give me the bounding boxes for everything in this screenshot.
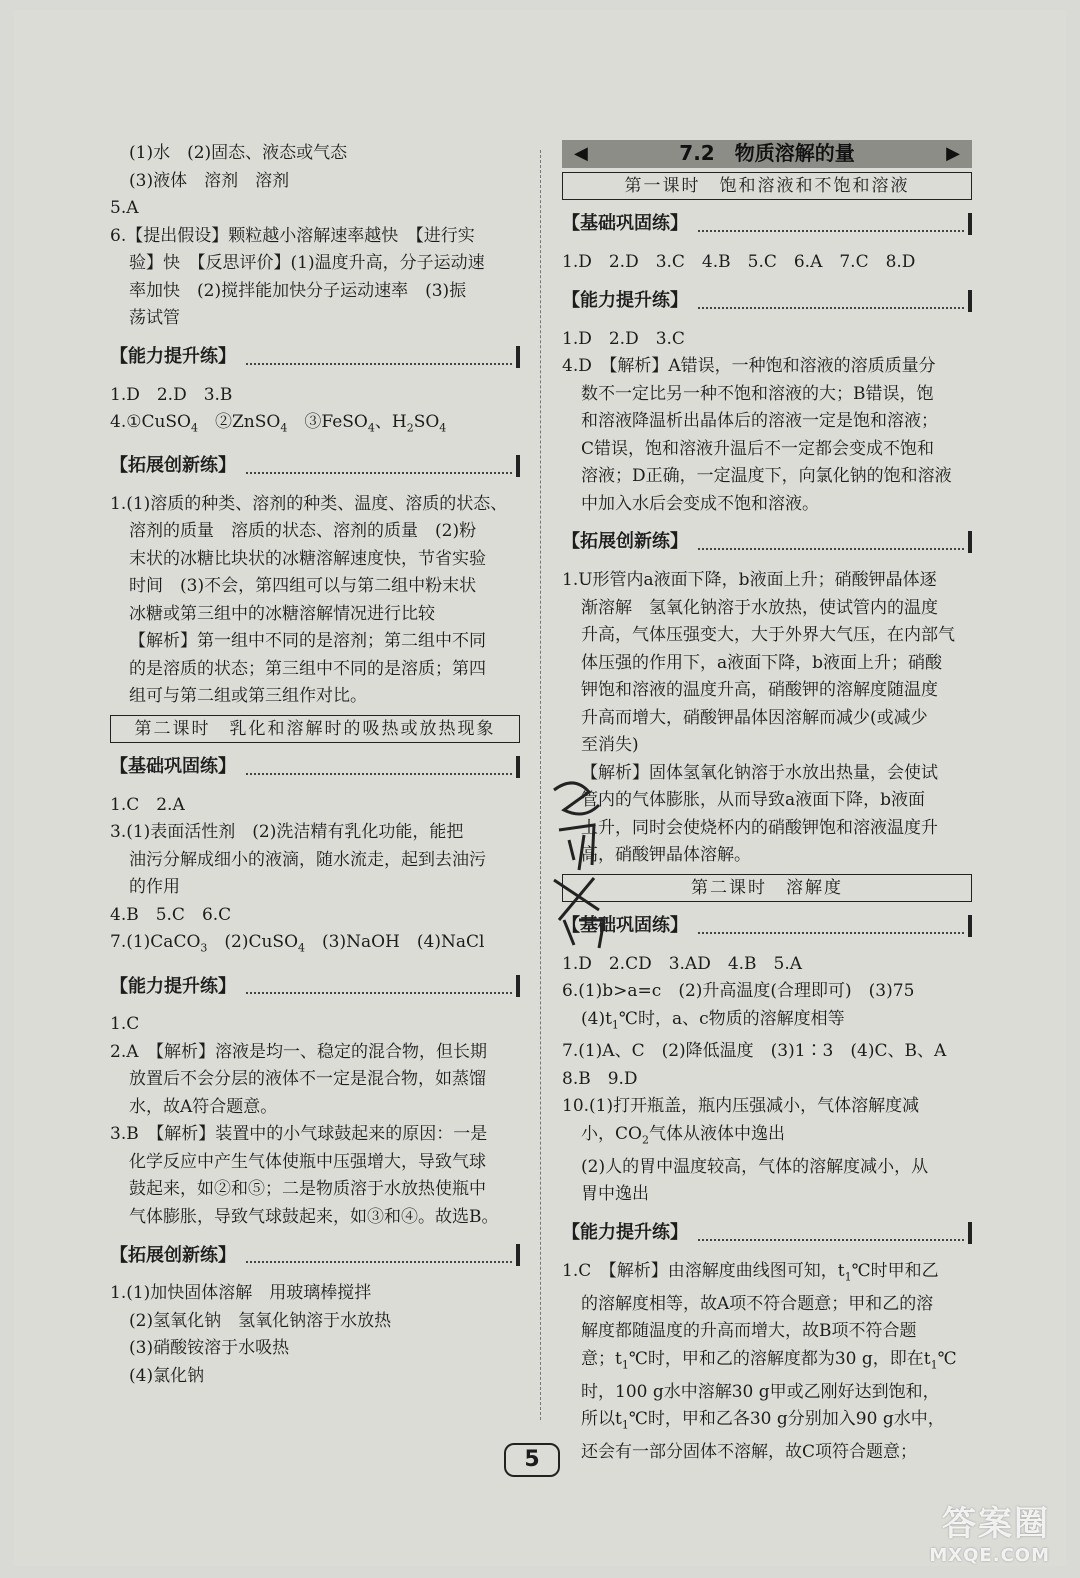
text-run: 4.①CuSO xyxy=(110,412,191,432)
subscript: 3 xyxy=(200,941,208,955)
text-line: (3)液体 溶剂 溶剂 xyxy=(129,170,290,191)
subscript: 1 xyxy=(844,1270,852,1284)
text-line xyxy=(562,1121,972,1154)
header-end-bar xyxy=(968,915,972,937)
text-line: (3)硝酸铵溶于水吸热 xyxy=(129,1338,290,1359)
text-line: (4)氯化钠 xyxy=(129,1365,205,1386)
text-line xyxy=(110,409,520,442)
section-header xyxy=(562,527,972,557)
text-line: 还会有一部分固体不溶解，故C项符合题意； xyxy=(581,1441,918,1462)
text-line: 组可与第二组或第三组作对比。 xyxy=(129,686,367,707)
section-banner xyxy=(562,140,972,168)
text-line: 1.D 2.D 3.B xyxy=(110,384,233,405)
text-line: 3.B 【解析】装置中的小气球鼓起来的原因：一是 xyxy=(110,1124,488,1145)
text-run: 意；t xyxy=(581,1348,622,1369)
subscript: 4 xyxy=(439,421,447,435)
text-run: SO xyxy=(413,412,440,432)
text-line: 的作用 xyxy=(129,877,180,898)
text-line: 率加快 (2)搅拌能加快分子运动速率 (3)振 xyxy=(129,280,467,301)
text-line: 8.B 9.D xyxy=(562,1068,638,1089)
text-line: (1)水 (2)固态、液态或气态 xyxy=(129,143,348,163)
text-line xyxy=(110,929,520,962)
text-line: 解度都随温度的升高而增大，故B项不符合题 xyxy=(581,1321,917,1342)
text-run: (4)t xyxy=(581,1008,612,1029)
section-header-label: 【能力提升练】 xyxy=(562,289,688,311)
text-line: 时，100 g水中溶解30 g甲或乙刚好达到饱和， xyxy=(581,1381,940,1402)
section-header-label: 【能力提升练】 xyxy=(562,1222,688,1244)
subscript: 1 xyxy=(621,1358,629,1372)
page xyxy=(14,10,1066,1566)
section-header xyxy=(110,971,520,1001)
text-run: ℃时，甲和乙的溶解度都为30 g，即在t xyxy=(628,1348,931,1369)
left-column xyxy=(110,140,520,1390)
header-end-bar xyxy=(516,346,520,368)
text-line: 油污分解成细小的液滴，随水流走，起到去油污 xyxy=(129,849,486,870)
text-line: 放置后不会分层的液体不一定是混合物，如蒸馏 xyxy=(129,1069,486,1090)
section-header-label: 【拓展创新练】 xyxy=(562,531,688,553)
text-line: 4.D 【解析】A错误，一种饱和溶液的溶质质量分 xyxy=(562,356,936,376)
text-line: 1.C xyxy=(110,1014,140,1035)
text-line: 6.【提出假设】颗粒越小溶解速率越快 【进行实 xyxy=(110,225,475,246)
text-line: 1.(1)加快固体溶解 用玻璃棒搅拌 xyxy=(110,1283,372,1304)
text-run: 气体从液体中逸出 xyxy=(648,1123,785,1144)
section-header xyxy=(110,342,520,372)
text-run: ③FeSO xyxy=(287,412,368,432)
text-line: 管内的气体膨胀，从而导致a液面下降，b液面 xyxy=(581,790,926,810)
text-line: 鼓起来，如②和⑤；二是物质溶于水放热使瓶中 xyxy=(129,1179,486,1200)
text-line: 4.B 5.C 6.C xyxy=(110,904,232,925)
header-end-bar xyxy=(516,975,520,997)
text-line: 升高而增大，硝酸钾晶体因溶解而减少(或减少 xyxy=(581,707,928,728)
lesson-title: 第二课时 乳化和溶解时的吸热或放热现象 xyxy=(110,715,520,743)
dotted-leader xyxy=(698,216,964,232)
section-header-label: 【能力提升练】 xyxy=(110,345,236,367)
text-line: 升高，气体压强变大，大于外界大气压，在内部气 xyxy=(581,625,955,645)
text-line: 化学反应中产生气体使瓶中压强增大，导致气球 xyxy=(129,1151,486,1172)
text-run: ②ZnSO xyxy=(198,412,281,432)
text-line: 溶液；D正确，一定温度下，向氯化钠的饱和溶液 xyxy=(581,466,952,486)
lesson-title: 第二课时 溶解度 xyxy=(562,874,972,902)
text-line: 1.C 2.A xyxy=(110,794,185,815)
text-line: 【解析】第一组中不同的是溶剂；第二组中不同 xyxy=(129,631,486,652)
text-line: 末状的冰糖比块状的冰糖溶解速度快，节省实验 xyxy=(129,548,486,569)
text-line: 气体膨胀，导致气球鼓起来，如③和④。故选B。 xyxy=(129,1206,499,1227)
text-line: 和溶液降温析出晶体后的溶液一定是饱和溶液； xyxy=(581,411,938,431)
text-run: 、H xyxy=(374,412,407,432)
section-header-label: 【基础巩固练】 xyxy=(562,213,688,235)
watermark-logo: 答案圈 xyxy=(942,1504,1050,1544)
text-line: 的是溶质的状态；第三组中不同的是溶质；第四 xyxy=(129,658,486,679)
text-line: 荡试管 xyxy=(129,308,180,328)
watermark-url: MXQE.COM xyxy=(929,1545,1050,1566)
header-end-bar xyxy=(968,1222,972,1244)
text-line: 水，故A符合题意。 xyxy=(129,1096,278,1117)
dotted-leader xyxy=(246,759,512,775)
section-header-label: 【基础巩固练】 xyxy=(110,756,236,778)
text-run: ℃时，a、c物质的溶解度相等 xyxy=(618,1008,845,1029)
section-header-label: 【拓展创新练】 xyxy=(110,455,236,477)
text-line xyxy=(562,1346,972,1379)
subscript: 2 xyxy=(641,1133,649,1147)
text-run: (2)CuSO xyxy=(207,932,299,953)
text-run: 小，CO xyxy=(581,1123,642,1144)
text-line: 钾饱和溶液的温度升高，硝酸钾的溶解度随温度 xyxy=(581,680,938,700)
subscript: 1 xyxy=(621,1418,629,1432)
section-header-label: 【拓展创新练】 xyxy=(110,1244,236,1266)
section-header xyxy=(562,286,972,316)
header-end-bar xyxy=(968,531,972,553)
header-end-bar xyxy=(968,290,972,312)
text-line xyxy=(562,1006,972,1039)
text-line: 6.(1)b>a=c (2)升高温度(合理即可) (3)75 xyxy=(562,981,915,1001)
section-header xyxy=(562,209,972,239)
section-header-label: 【基础巩固练】 xyxy=(562,914,688,936)
text-line: C错误，饱和溶液升温后不一定都会变成不饱和 xyxy=(581,438,935,459)
lesson-title: 第一课时 饱和溶液和不饱和溶液 xyxy=(562,172,972,200)
text-line: 1.D 2.D 3.C 4.B 5.C 6.A 7.C 8.D xyxy=(562,252,916,272)
text-line: 10.(1)打开瓶盖，瓶内压强减小，气体溶解度减 xyxy=(562,1096,920,1117)
text-line: 数不一定比另一种不饱和溶液的大；B错误，饱 xyxy=(581,383,934,404)
text-line: 上升，同时会使烧杯内的硝酸钾饱和溶液温度升 xyxy=(581,817,938,838)
text-run: ℃时甲和乙 xyxy=(851,1260,939,1281)
text-line: 溶剂的质量 溶质的状态、溶剂的质量 (2)粉 xyxy=(129,521,477,542)
dotted-leader xyxy=(246,349,512,365)
text-line: 5.A xyxy=(110,198,139,218)
header-end-bar xyxy=(516,756,520,778)
text-line: 1.D 2.CD 3.AD 4.B 5.A xyxy=(562,953,803,974)
text-line: 中加入水后会变成不饱和溶液。 xyxy=(581,493,819,514)
header-end-bar xyxy=(968,213,972,235)
watermark xyxy=(929,1496,1050,1566)
triangle-right-icon: ▶ xyxy=(946,143,960,165)
text-line: 的溶解度相等，故A项不符合题意；甲和乙的溶 xyxy=(581,1293,934,1314)
text-run: ℃时，甲和乙各30 g分别加入90 g水中， xyxy=(628,1409,945,1430)
subscript: 4 xyxy=(280,421,288,435)
subscript: 1 xyxy=(611,1017,619,1031)
text-line: 冰糖或第三组中的冰糖溶解情况进行比较 xyxy=(129,603,435,624)
text-run: 7.(1)CaCO xyxy=(110,932,201,953)
subscript: 4 xyxy=(191,421,198,435)
text-line: 1.U形管内a液面下降，b液面上升；硝酸钾晶体逐 xyxy=(562,570,937,590)
text-line: 1.(1)溶质的种类、溶剂的种类、温度、溶质的状态、 xyxy=(110,493,508,514)
text-line: 【解析】固体氢氧化钠溶于水放出热量，会使试 xyxy=(581,762,938,783)
text-line: (2)人的胃中温度较高，气体的溶解度减小，从 xyxy=(581,1156,929,1177)
dotted-leader xyxy=(246,1247,512,1263)
section-title: 7.2 物质溶解的量 xyxy=(679,141,855,166)
subscript: 4 xyxy=(298,941,306,955)
text-line: 体压强的作用下，a液面下降，b液面上升；硝酸 xyxy=(581,652,943,673)
text-line: 至消失) xyxy=(581,735,639,755)
text-line: 1.D 2.D 3.C xyxy=(562,328,685,349)
subscript: 1 xyxy=(930,1358,938,1372)
text-run: 所以t xyxy=(581,1409,622,1430)
page-number: 5 xyxy=(504,1443,560,1477)
text-line: 渐溶解 氢氧化钠溶于水放热，使试管内的温度 xyxy=(581,597,938,618)
dotted-leader xyxy=(698,293,964,309)
dotted-leader xyxy=(698,1225,964,1241)
text-line: 验】快 【反思评价】(1)温度升高，分子运动速 xyxy=(129,253,485,273)
text-line xyxy=(562,1258,972,1291)
text-run: ℃ xyxy=(937,1348,957,1369)
text-line: 胃中逸出 xyxy=(581,1184,649,1205)
subscript: 4 xyxy=(367,421,375,435)
header-end-bar xyxy=(516,455,520,477)
text-line: 7.(1)A、C (2)降低温度 (3)1∶3 (4)C、B、A xyxy=(562,1041,947,1062)
header-end-bar xyxy=(516,1244,520,1266)
dotted-leader xyxy=(246,978,512,994)
section-header xyxy=(110,752,520,782)
text-line xyxy=(562,1406,972,1439)
column-divider xyxy=(540,150,541,1420)
dotted-leader xyxy=(698,918,964,934)
section-header xyxy=(562,1218,972,1248)
text-line: 3.(1)表面活性剂 (2)洗洁精有乳化功能，能把 xyxy=(110,822,464,843)
section-header xyxy=(110,451,520,481)
text-run: (3)NaOH (4)NaCl xyxy=(305,932,485,953)
text-line: 高，硝酸钾晶体溶解。 xyxy=(581,845,751,865)
text-run: 1.C 【解析】由溶解度曲线图可知，t xyxy=(562,1260,845,1281)
triangle-left-icon: ◀ xyxy=(574,143,588,165)
dotted-leader xyxy=(246,458,512,474)
section-header-label: 【能力提升练】 xyxy=(110,975,236,997)
subscript: 2 xyxy=(406,421,414,435)
text-line: 时间 (3)不会，第四组可以与第二组中粉末状 xyxy=(129,576,477,597)
handwritten-scribble xyxy=(544,770,624,950)
text-line: 2.A 【解析】溶液是均一、稳定的混合物，但长期 xyxy=(110,1041,487,1062)
text-line: (2)氢氧化钠 氢氧化钠溶于水放热 xyxy=(129,1310,392,1331)
section-header xyxy=(110,1240,520,1270)
dotted-leader xyxy=(698,534,964,550)
